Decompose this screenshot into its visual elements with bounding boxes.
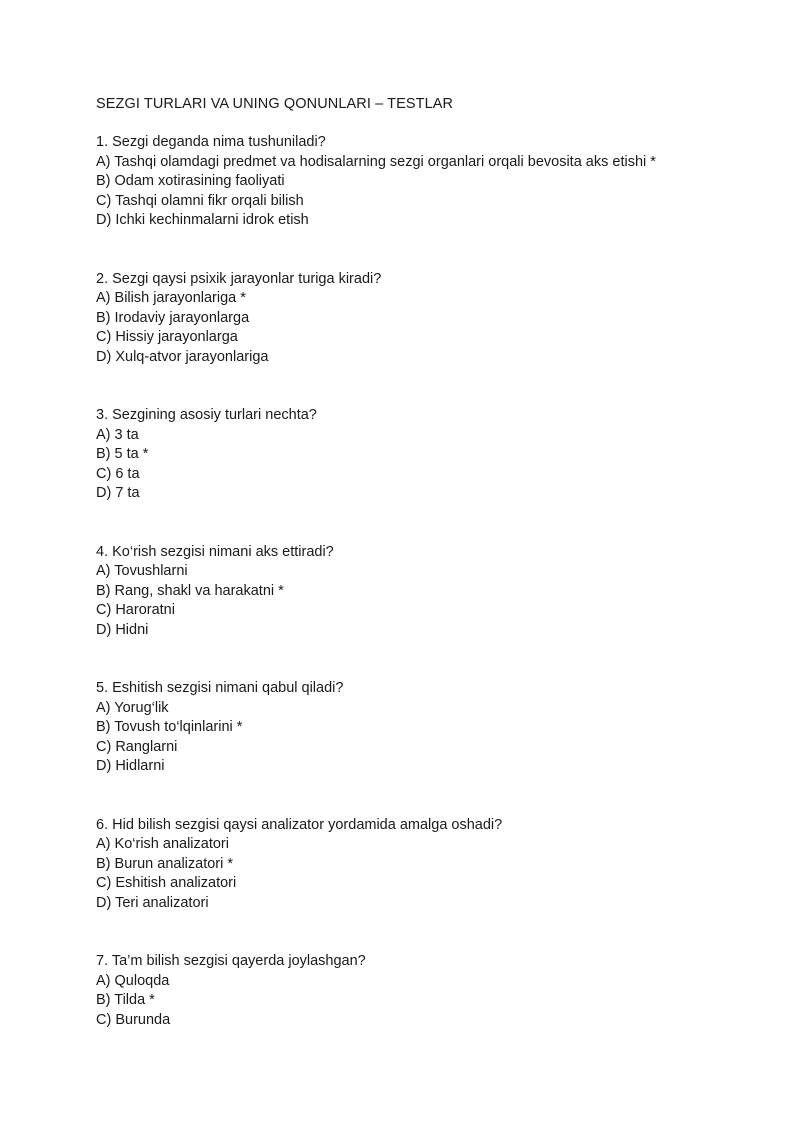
question-3	[96, 406, 776, 504]
answer-option: B) Odam xotirasining faoliyati	[96, 173, 285, 189]
question-7	[96, 952, 776, 1030]
answer-option: C) Eshitish analizatori	[96, 875, 237, 891]
question-6	[96, 816, 776, 914]
answer-option: B) Tovush to‘lqinlarini *	[96, 719, 243, 735]
answer-option: A) Tovushlarni	[96, 563, 188, 579]
question-1	[96, 133, 776, 231]
answer-option: C) Hissiy jarayonlarga	[96, 329, 238, 345]
answer-option: B) Burun analizatori *	[96, 855, 234, 872]
answer-option: C) Burunda	[96, 1011, 171, 1028]
answer-option: D) Xulq-atvor jarayonlariga	[96, 348, 269, 365]
answer-option: C) Tashqi olamni fikr orqali bilish	[96, 192, 304, 209]
answer-option: B) Irodaviy jarayonlarga	[96, 309, 250, 326]
document-title: SEZGI TURLARI VA UNING QONUNLARI – TESTLAR	[96, 96, 454, 112]
answer-option: A) Bilish jarayonlariga *	[96, 290, 246, 306]
question-text: 5. Eshitish sezgisi nimani qabul qiladi?	[96, 680, 344, 696]
answer-option: A) Yorug‘lik	[96, 699, 169, 716]
answer-option: D) 7 ta	[96, 485, 140, 501]
answer-option: A) Quloqda	[96, 972, 170, 989]
answer-option: C) Haroratni	[96, 602, 175, 618]
answer-option: D) Ichki kechinmalarni idrok etish	[96, 212, 309, 228]
answer-option: A) 3 ta	[96, 426, 139, 443]
answer-option: B) Tilda *	[96, 992, 155, 1008]
answer-option: D) Hidlarni	[96, 758, 165, 774]
answer-option: A) Tashqi olamdagi predmet va hodisalarning sezgi organlari orqali bevosita aks etishi *	[96, 153, 656, 170]
question-5	[96, 679, 776, 777]
answer-option: B) 5 ta *	[96, 446, 149, 462]
answer-option: D) Hidni	[96, 621, 149, 638]
question-4	[96, 543, 776, 641]
question-text: 1. Sezgi deganda nima tushuniladi?	[96, 134, 326, 150]
question-text: 2. Sezgi qaysi psixik jarayonlar turiga kiradi?	[96, 270, 382, 287]
document-page	[96, 94, 776, 1069]
answer-option: C) 6 ta	[96, 465, 140, 482]
answer-option: D) Teri analizatori	[96, 894, 209, 911]
question-text: 6. Hid bilish sezgisi qaysi analizator yordamida amalga oshadi?	[96, 816, 503, 833]
question-text: 7. Ta’m bilish sezgisi qayerda joylashgan?	[96, 953, 366, 969]
answer-option: A) Ko‘rish analizatori	[96, 836, 229, 852]
question-2	[96, 270, 776, 368]
question-text: 4. Ko‘rish sezgisi nimani aks ettiradi?	[96, 543, 334, 560]
answer-option: B) Rang, shakl va harakatni *	[96, 582, 284, 599]
answer-option: C) Ranglarni	[96, 738, 178, 755]
question-text: 3. Sezgining asosiy turlari nechta?	[96, 407, 317, 423]
